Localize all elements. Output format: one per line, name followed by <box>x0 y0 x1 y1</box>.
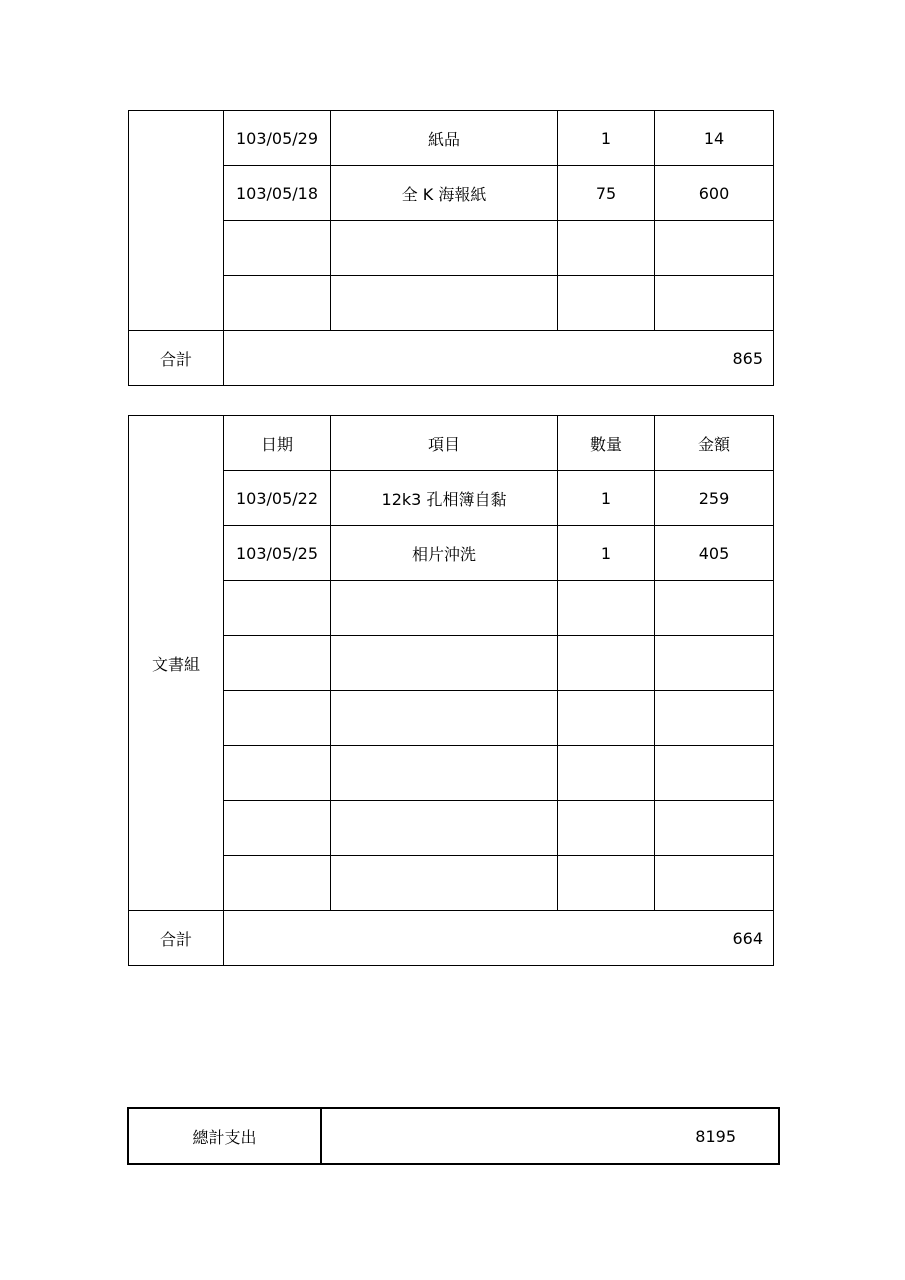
amount-cell <box>655 801 774 856</box>
item-cell <box>331 636 558 691</box>
amount-cell <box>655 746 774 801</box>
expense-table-documents <box>128 415 774 966</box>
qty-cell <box>558 581 655 636</box>
item-cell: 全 K 海報紙 <box>331 166 558 221</box>
item-cell <box>331 691 558 746</box>
table-row <box>129 801 774 856</box>
qty-cell <box>558 276 655 331</box>
qty-cell <box>558 636 655 691</box>
header-amount: 金額 <box>655 416 774 471</box>
item-cell <box>331 746 558 801</box>
table-row <box>129 636 774 691</box>
qty-cell: 1 <box>558 111 655 166</box>
grand-total-table <box>127 1107 780 1165</box>
table-row <box>129 526 774 581</box>
total-label: 合計 <box>129 911 224 966</box>
item-cell <box>331 856 558 911</box>
table-row <box>129 166 774 221</box>
item-cell <box>331 581 558 636</box>
date-cell: 103/05/25 <box>224 526 331 581</box>
header-qty: 數量 <box>558 416 655 471</box>
item-cell <box>331 801 558 856</box>
amount-cell: 600 <box>655 166 774 221</box>
total-label: 合計 <box>129 331 224 386</box>
grand-total-row <box>128 1108 779 1164</box>
table-row <box>129 111 774 166</box>
item-cell <box>331 276 558 331</box>
header-row <box>129 416 774 471</box>
qty-cell <box>558 746 655 801</box>
amount-cell <box>655 691 774 746</box>
item-cell <box>331 221 558 276</box>
qty-cell <box>558 221 655 276</box>
grand-total-value: 8195 <box>321 1108 779 1164</box>
amount-cell <box>655 581 774 636</box>
qty-cell <box>558 691 655 746</box>
amount-cell: 14 <box>655 111 774 166</box>
date-cell: 103/05/18 <box>224 166 331 221</box>
header-item: 項目 <box>331 416 558 471</box>
date-cell <box>224 691 331 746</box>
qty-cell: 75 <box>558 166 655 221</box>
total-row <box>129 331 774 386</box>
expense-table-continued <box>128 110 774 386</box>
amount-cell <box>655 856 774 911</box>
table-row <box>129 691 774 746</box>
qty-cell: 1 <box>558 471 655 526</box>
header-date: 日期 <box>224 416 331 471</box>
amount-cell: 405 <box>655 526 774 581</box>
table-row <box>129 221 774 276</box>
group-cell <box>129 111 224 331</box>
table-row <box>129 746 774 801</box>
item-cell: 12k3 孔相簿自黏 <box>331 471 558 526</box>
date-cell <box>224 636 331 691</box>
date-cell <box>224 581 331 636</box>
amount-cell <box>655 276 774 331</box>
amount-cell: 259 <box>655 471 774 526</box>
total-row <box>129 911 774 966</box>
item-cell: 紙品 <box>331 111 558 166</box>
amount-cell <box>655 636 774 691</box>
qty-cell <box>558 801 655 856</box>
date-cell <box>224 276 331 331</box>
total-value: 865 <box>224 331 774 386</box>
qty-cell <box>558 856 655 911</box>
amount-cell <box>655 221 774 276</box>
total-value: 664 <box>224 911 774 966</box>
date-cell: 103/05/22 <box>224 471 331 526</box>
table-row <box>129 856 774 911</box>
date-cell <box>224 801 331 856</box>
item-cell: 相片沖洗 <box>331 526 558 581</box>
table-row <box>129 581 774 636</box>
date-cell <box>224 221 331 276</box>
date-cell: 103/05/29 <box>224 111 331 166</box>
group-cell: 文書組 <box>129 416 224 911</box>
qty-cell: 1 <box>558 526 655 581</box>
date-cell <box>224 746 331 801</box>
grand-total-label: 總計支出 <box>128 1108 321 1164</box>
table-row <box>129 471 774 526</box>
table-row <box>129 276 774 331</box>
date-cell <box>224 856 331 911</box>
